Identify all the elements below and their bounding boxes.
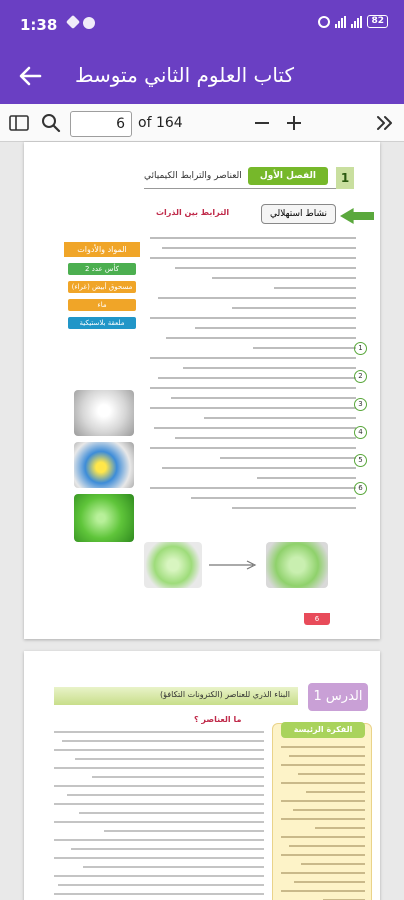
body-text [54,731,264,900]
telegram-icon [66,15,80,29]
plus-icon [283,112,305,134]
page-number-tab: 6 [304,613,330,625]
arrow-icon [209,560,261,570]
materials-header: المواد والأدوات [64,242,140,257]
status-bar [0,0,404,48]
material-item: مسحوق أبيض (غراء) [68,281,136,293]
status-right-icons [318,15,388,28]
experiment-photo [74,442,134,488]
search-button[interactable] [40,112,62,134]
page-count-label: of 164 [138,115,183,131]
main-idea-header: الفكرة الرئيسة [281,722,365,738]
page-title: كتاب العلوم الثاني متوسط [74,63,294,87]
main-idea-text [281,746,365,900]
notification-icons [68,17,95,29]
sidebar-toggle-icon [8,112,30,134]
facebook-icon [83,17,95,29]
experiment-photo [74,390,134,436]
step-4: 4 [354,426,367,439]
step-3: 3 [354,398,367,411]
chapter-title: العناصر والترابط الكيميائي [144,171,242,181]
step-6: 6 [354,482,367,495]
activity-label: نشاط استهلالي [261,204,336,224]
search-icon [40,112,62,134]
signal-icon [335,16,346,28]
page-number-input[interactable] [70,111,132,137]
activity-subtitle: الترابط بين الذرات [156,208,230,217]
zoom-in-button[interactable] [283,112,305,134]
pdf-toolbar [0,104,404,142]
more-tools-button[interactable] [374,112,396,134]
chapter-header [144,169,354,189]
lesson-title: البناء الذري للعناصر (الكترونات التكافؤ) [160,690,290,699]
chapter-badge: الفصل الأول [248,167,328,185]
experiment-photo [266,542,328,588]
document-page[interactable] [24,651,380,900]
double-chevron-right-icon [374,112,396,134]
arrow-left-icon [14,60,46,92]
sidebar-toggle-button[interactable] [8,112,30,134]
material-item: ماء [68,299,136,311]
experiment-photo [74,494,134,542]
status-time: 1:38 [20,16,58,34]
step-5: 5 [354,454,367,467]
zoom-out-button[interactable] [251,112,273,134]
experiment-photo [144,542,202,588]
battery-icon: 82 [367,15,388,28]
material-item: كأس عدد 2 [68,263,136,275]
document-page[interactable] [24,142,380,639]
step-1: 1 [354,342,367,355]
material-item: ملعقة بلاستيكية [68,317,136,329]
alarm-icon [318,16,330,28]
back-button[interactable] [14,60,46,92]
section-heading: ما العناصر ؟ [194,715,242,724]
main-idea-box [272,723,372,900]
lesson-badge: الدرس 1 [308,683,368,711]
body-text [150,237,356,517]
app-bar [0,48,404,104]
chapter-number: 1 [336,167,354,189]
minus-icon [251,112,273,134]
signal-icon-2 [351,16,362,28]
step-2: 2 [354,370,367,383]
materials-box [64,242,140,335]
lesson-title-bar [54,687,298,705]
arrow-icon [340,208,374,224]
